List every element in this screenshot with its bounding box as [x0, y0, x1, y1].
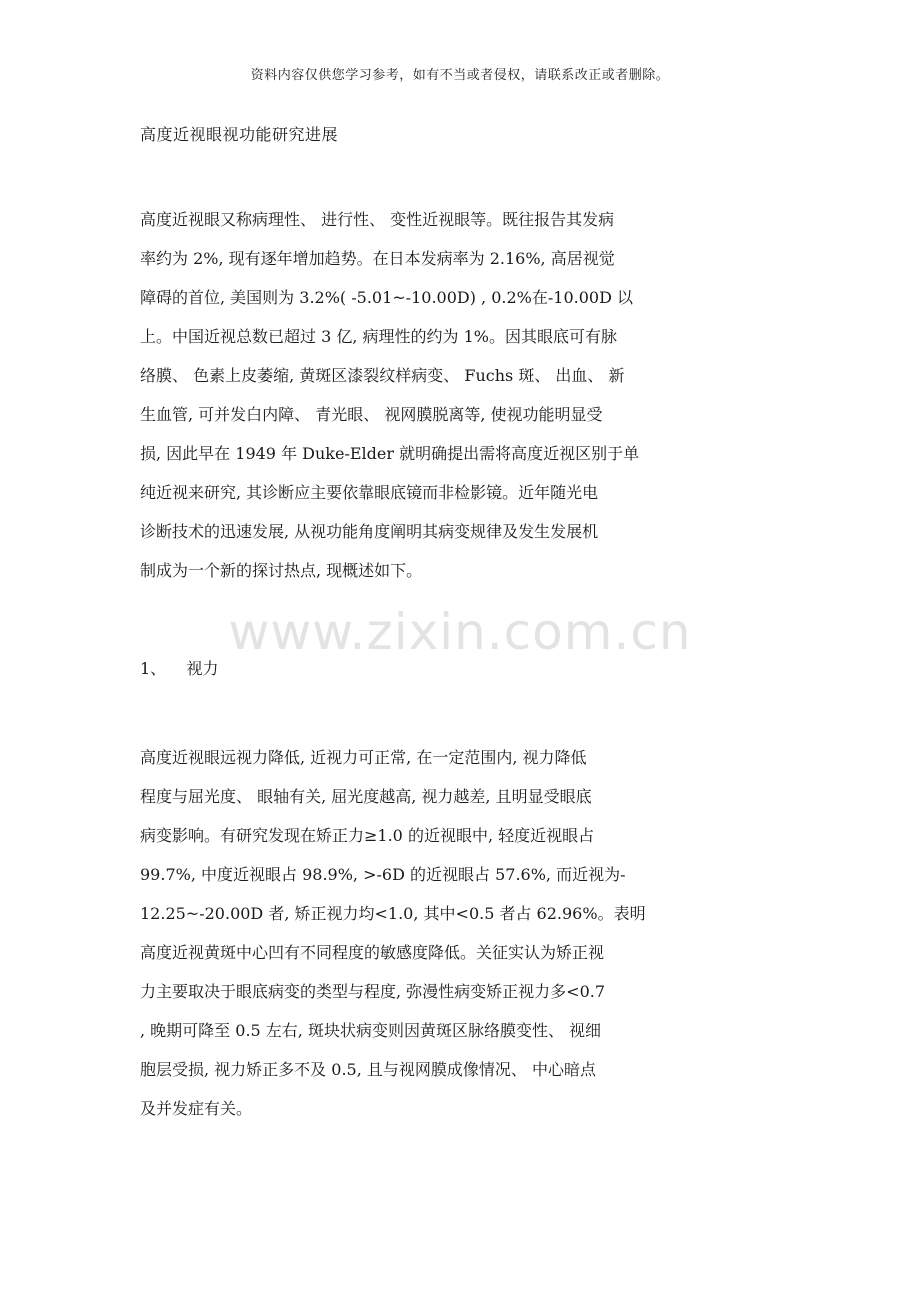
paragraph-line: 高度近视眼远视力降低, 近视力可正常, 在一定范围内, 视力降低	[140, 748, 587, 767]
paragraph-line: , 晚期可降至 0.5 左右, 斑块状病变则因黄斑区脉络膜变性、 视细	[140, 1021, 602, 1040]
paragraph-line: 生血管, 可并发白内障、 青光眼、 视网膜脱离等, 使视功能明显受	[140, 405, 603, 424]
paragraph-line: 制成为一个新的探讨热点, 现概述如下。	[140, 561, 423, 580]
paragraph-line: 胞层受损, 视力矫正多不及 0.5, 且与视网膜成像情况、 中心暗点	[140, 1060, 596, 1079]
paragraph-line: 诊断技术的迅速发展, 从视功能角度阐明其病变规律及发生发展机	[140, 522, 599, 541]
paragraph-line: 上。中国近视总数已超过 3 亿, 病理性的约为 1%。因其眼底可有脉	[140, 327, 617, 346]
section1-paragraph	[140, 738, 720, 1128]
section-number: 1、	[140, 659, 167, 678]
paragraph-line: 12.25~-20.00D 者, 矫正视力均<1.0, 其中<0.5 者占 62.96%。表明	[140, 904, 646, 923]
paragraph-line: 高度近视黄斑中心凹有不同程度的敏感度降低。关征实认为矫正视	[140, 943, 605, 962]
paragraph-line: 损, 因此早在 1949 年 Duke-Elder 就明确提出需将高度近视区别于单	[140, 444, 640, 463]
copyright-notice: 资料内容仅供您学习参考，如有不当或者侵权，请联系改正或者删除。	[250, 68, 670, 83]
section-title: 视力	[186, 659, 219, 678]
section-heading	[140, 656, 219, 679]
paragraph-line: 纯近视来研究, 其诊断应主要依靠眼底镜而非检影镜。近年随光电	[140, 483, 599, 502]
paragraph-line: 率约为 2%, 现有逐年增加趋势。在日本发病率为 2.16%, 高居视觉	[140, 249, 615, 268]
paragraph-line: 络膜、 色素上皮萎缩, 黄斑区漆裂纹样病变、 Fuchs 斑、 出血、 新	[140, 366, 625, 385]
paragraph-line: 及并发症有关。	[140, 1099, 253, 1118]
paragraph-line: 程度与屈光度、 眼轴有关, 屈光度越高, 视力越差, 且明显受眼底	[140, 787, 592, 806]
paragraph-line: 障碍的首位, 美国则为 3.2%( -5.01~-10.00D) , 0.2%在-10.00D 以	[140, 288, 633, 307]
paragraph-line: 力主要取决于眼底病变的类型与程度, 弥漫性病变矫正视力多<0.7	[140, 982, 606, 1001]
paragraph-line: 高度近视眼又称病理性、 进行性、 变性近视眼等。既往报告其发病	[140, 210, 615, 229]
paragraph-line: 病变影响。有研究发现在矫正力≥1.0 的近视眼中, 轻度近视眼占	[140, 826, 595, 845]
paragraph-line: 99.7%, 中度近视眼占 98.9%, >-6D 的近视眼占 57.6%, 而近视为-	[140, 865, 626, 884]
intro-paragraph	[140, 200, 720, 590]
watermark-text: www.zixin.com.cn	[228, 603, 692, 661]
document-title: 高度近视眼视功能研究进展	[140, 125, 339, 144]
